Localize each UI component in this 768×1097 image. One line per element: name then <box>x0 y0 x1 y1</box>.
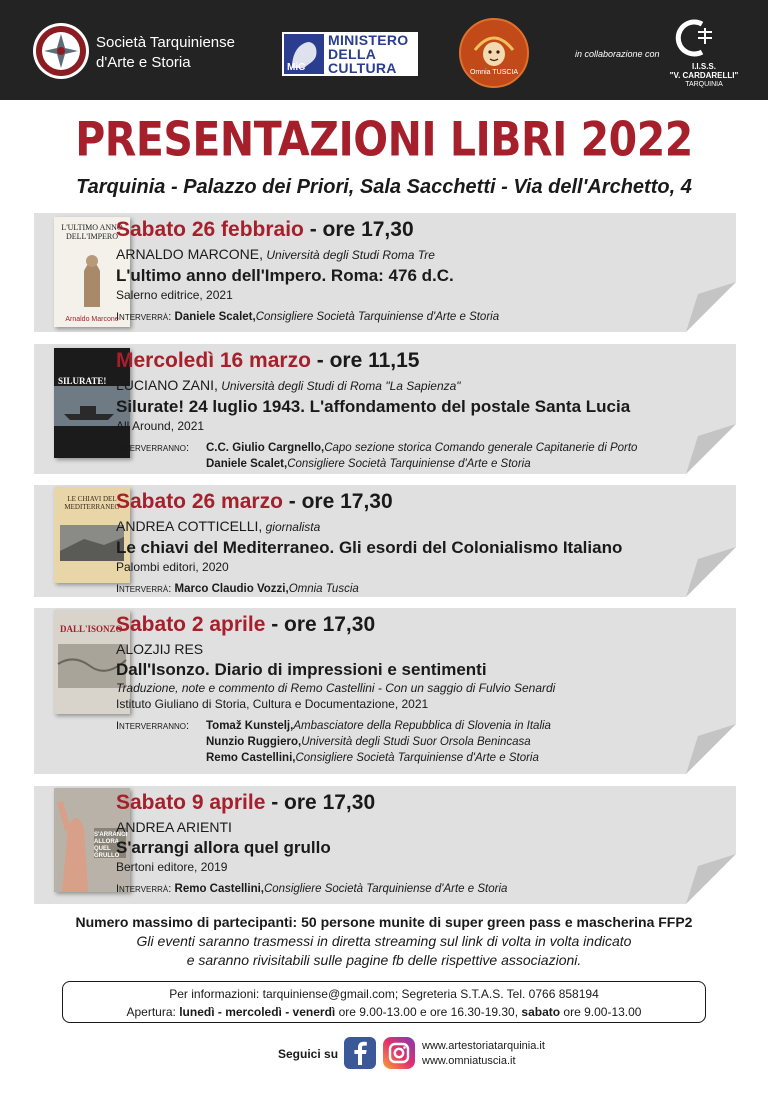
publisher-1: Salerno editrice, 2021 <box>116 288 233 302</box>
page-title: PRESENTAZIONI LIBRI 2022 <box>75 112 693 168</box>
website-link-omnia[interactable]: www.omniatuscia.it <box>422 1055 516 1067</box>
event-day-3: Sabato 26 marzo <box>116 490 283 513</box>
event-author-2 <box>116 376 686 396</box>
opening-days-weekday: lunedì - mercoledì - venerdì <box>179 1005 336 1019</box>
ministry-mark-text: MiC <box>287 62 306 73</box>
author-name-5: ANDREA ARIENTI <box>116 819 232 835</box>
cover-title-3: LE CHIAVI DEL MEDITERRANEO <box>64 495 120 511</box>
speaker-row <box>116 309 686 325</box>
info-box <box>62 981 706 1023</box>
ministry-logo <box>282 32 418 76</box>
ministry-text <box>328 33 408 75</box>
speakers-label-5: Interverrà: <box>116 883 172 895</box>
speaker-role: Consigliere Società Tarquiniense d'Arte e Storia <box>295 752 539 764</box>
omnia-face-icon <box>461 20 527 86</box>
speaker-name: Tomaž Kunstelj, <box>206 720 294 732</box>
speaker-role: Università degli Studi Suor Orsola Benincasa <box>301 736 531 748</box>
event-author-5 <box>116 818 686 837</box>
ministry-line1: MINISTERO <box>328 32 409 48</box>
author-name-3: ANDREA COTTICELLI, <box>116 518 263 534</box>
book-title-3: Le chiavi del Mediterraneo. Gli esordi del Colonialismo Italiano <box>116 538 623 557</box>
ministry-mark-icon <box>284 34 324 74</box>
opening-label: Apertura: <box>126 1005 180 1019</box>
event-author-4 <box>116 640 686 659</box>
book-title-2: Silurate! 24 luglio 1943. L'affondamento del postale Santa Lucia <box>116 397 631 416</box>
streaming-note-line1: Gli eventi saranno trasmessi in diretta streaming sul link di volta in volta indicato <box>136 933 632 949</box>
page-fold-icon <box>686 282 736 332</box>
speakers-5 <box>116 881 686 897</box>
event-day-5: Sabato 9 aprile <box>116 791 266 814</box>
event-date-5 <box>116 790 686 816</box>
speaker-name: Remo Castellini, <box>174 883 264 895</box>
streaming-note-line2: e saranno rivisitabili sulle pagine fb delle rispettive associazioni. <box>186 952 582 968</box>
speakers-label-spacer <box>116 750 206 766</box>
author-name-4: ALOZJIJ RES <box>116 641 204 657</box>
event-card-4 <box>34 608 736 774</box>
event-date-3 <box>116 489 686 515</box>
event-day-1: Sabato 26 febbraio <box>116 218 304 241</box>
speaker-role: Consigliere Società Tarquiniense d'Arte e Storia <box>263 883 508 895</box>
speaker-role: Ambasciatore della Repubblica di Slovenia in Italia <box>293 720 551 732</box>
event-card-3 <box>34 485 736 597</box>
speaker-role: Capo sezione storica Comando generale Capitanerie di Porto <box>324 442 638 454</box>
opening-hours-weekday: ore 9.00-13.00 e ore 16.30-19.30, <box>335 1005 522 1019</box>
publisher-3: Palombi editori, 2020 <box>116 560 229 574</box>
iiss-line2: "V. CARDARELLI" <box>669 71 739 80</box>
speaker-role: Consigliere Società Tarquiniense d'Arte e Storia <box>287 458 531 470</box>
speaker-role: Consigliere Società Tarquiniense d'Arte e Storia <box>255 311 500 323</box>
instagram-icon[interactable] <box>383 1037 415 1069</box>
publisher-2: All Around, 2021 <box>116 419 205 433</box>
speaker-name: C.C. Giulio Cargnello, <box>206 442 325 454</box>
speakers-2 <box>116 440 686 472</box>
speaker-row <box>116 881 686 897</box>
iiss-logo-icon <box>672 18 720 58</box>
event-time-3: - ore 17,30 <box>282 490 393 513</box>
opening-hours-saturday: ore 9.00-13.00 <box>560 1005 642 1019</box>
stas-emblem-icon <box>32 20 90 82</box>
event-notes <box>0 912 768 970</box>
author-affiliation-1: Università degli Studi Roma Tre <box>263 248 435 262</box>
stas-name-line1: Società Tarquiniense <box>96 34 235 51</box>
event-author-3 <box>116 517 686 537</box>
speaker-row <box>116 734 686 750</box>
omnia-label: Omnia TUSCIA <box>469 69 519 76</box>
iiss-line3: TARQUINIA <box>685 81 723 88</box>
author-affiliation-3: giornalista <box>262 520 321 534</box>
event-body-1 <box>116 217 686 325</box>
facebook-icon[interactable] <box>344 1037 376 1069</box>
speakers-label-spacer <box>116 456 206 472</box>
collaboration-label: in collaborazione con <box>575 49 660 59</box>
speakers-1 <box>116 309 686 325</box>
website-links <box>422 1039 545 1069</box>
event-day-4: Sabato 2 aprile <box>116 613 266 636</box>
speaker-row <box>116 581 686 597</box>
event-card-1 <box>34 213 736 332</box>
facebook-glyph-icon <box>344 1037 376 1069</box>
author-name-2: LUCIANO ZANI, <box>116 377 218 393</box>
speakers-3 <box>116 581 686 597</box>
page-fold-icon <box>686 547 736 597</box>
speaker-name: Daniele Scalet, <box>174 311 256 323</box>
event-card-2 <box>34 344 736 474</box>
event-date-4 <box>116 612 686 638</box>
instagram-glyph-icon <box>383 1037 415 1069</box>
event-time-1: - ore 17,30 <box>303 218 414 241</box>
publisher-5: Bertoni editore, 2019 <box>116 860 228 874</box>
iiss-text <box>656 62 752 89</box>
opening-days-saturday: sabato <box>521 1005 561 1019</box>
cover-title-1: L'ULTIMO ANNO DELL'IMPERO <box>61 223 123 241</box>
ministry-line2: DELLA <box>328 46 377 62</box>
cover-title-5: S'ARRANGI ALLORA QUEL GRULLO <box>94 832 128 859</box>
venue-subtitle: Tarquinia - Palazzo dei Priori, Sala Sacchetti - Via dell'Archetto, 4 <box>76 176 692 198</box>
social-label: Seguici su <box>278 1047 339 1061</box>
event-date-1 <box>116 217 686 243</box>
event-body-5 <box>116 790 686 897</box>
cover-title-4: DALL'ISONZO <box>60 624 123 634</box>
event-body-4 <box>116 612 686 766</box>
opening-hours <box>63 1003 705 1021</box>
speakers-label-4: Interverranno: <box>116 720 190 732</box>
event-time-5: - ore 17,30 <box>265 791 376 814</box>
speaker-row <box>116 456 686 472</box>
event-time-4: - ore 17,30 <box>265 613 376 636</box>
speaker-row <box>116 440 686 456</box>
page-fold-icon <box>686 854 736 904</box>
cover-author-1: Arnaldo Marcone <box>65 316 119 323</box>
page-fold-icon <box>686 424 736 474</box>
speaker-role: Omnia Tuscia <box>288 583 359 595</box>
ministry-line3: CULTURA <box>328 60 397 76</box>
book-note-4: Traduzione, note e commento di Remo Castellini - Con un saggio di Fulvio Senardi <box>116 681 556 695</box>
event-card-5 <box>34 786 736 904</box>
book-title-4: Dall'Isonzo. Diario di impressioni e sentimenti <box>116 660 487 679</box>
event-time-2: - ore 11,15 <box>310 349 420 372</box>
speakers-label-3: Interverrà: <box>116 583 172 595</box>
author-name-1: ARNALDO MARCONE, <box>116 246 264 262</box>
cover-title-2: SILURATE! <box>58 376 107 386</box>
contact-info: Per informazioni: tarquiniense@gmail.com; Segreteria S.T.A.S. Tel. 0766 858194 <box>169 987 599 1001</box>
iiss-line1: I.I.S.S. <box>691 62 716 71</box>
omnia-tuscia-logo <box>459 18 529 88</box>
speaker-row <box>116 718 686 734</box>
event-body-3 <box>116 489 686 597</box>
header-band <box>0 0 768 100</box>
book-title-1: L'ultimo anno dell'Impero. Roma: 476 d.C. <box>116 266 454 285</box>
speakers-label-2: Interverranno: <box>116 442 190 454</box>
website-link-stas[interactable]: www.artestoriatarquinia.it <box>422 1040 545 1052</box>
book-title-5: S'arrangi allora quel grullo <box>116 838 331 857</box>
speaker-name: Marco Claudio Vozzi, <box>174 583 289 595</box>
event-day-2: Mercoledì 16 marzo <box>116 349 311 372</box>
event-author-1 <box>116 245 686 265</box>
speaker-name: Nunzio Ruggiero, <box>206 736 302 748</box>
author-affiliation-2: Università degli Studi di Roma "La Sapienza" <box>217 379 461 393</box>
event-date-2 <box>116 348 686 374</box>
speakers-label-spacer <box>116 734 206 750</box>
publisher-4: Istituto Giuliano di Storia, Cultura e Documentazione, 2021 <box>116 697 429 711</box>
speakers-4 <box>116 718 686 766</box>
stas-name-line2: d'Arte e Storia <box>96 54 191 71</box>
speaker-row <box>116 750 686 766</box>
stas-name <box>96 33 235 73</box>
event-body-2 <box>116 348 686 472</box>
speaker-name: Daniele Scalet, <box>206 458 288 470</box>
capacity-note: Numero massimo di partecipanti: 50 persone munite di super green pass e mascherina FFP2 <box>75 914 693 930</box>
speakers-label-1: Interverrà: <box>116 311 172 323</box>
page-fold-icon <box>686 724 736 774</box>
speaker-name: Remo Castellini, <box>206 752 296 764</box>
